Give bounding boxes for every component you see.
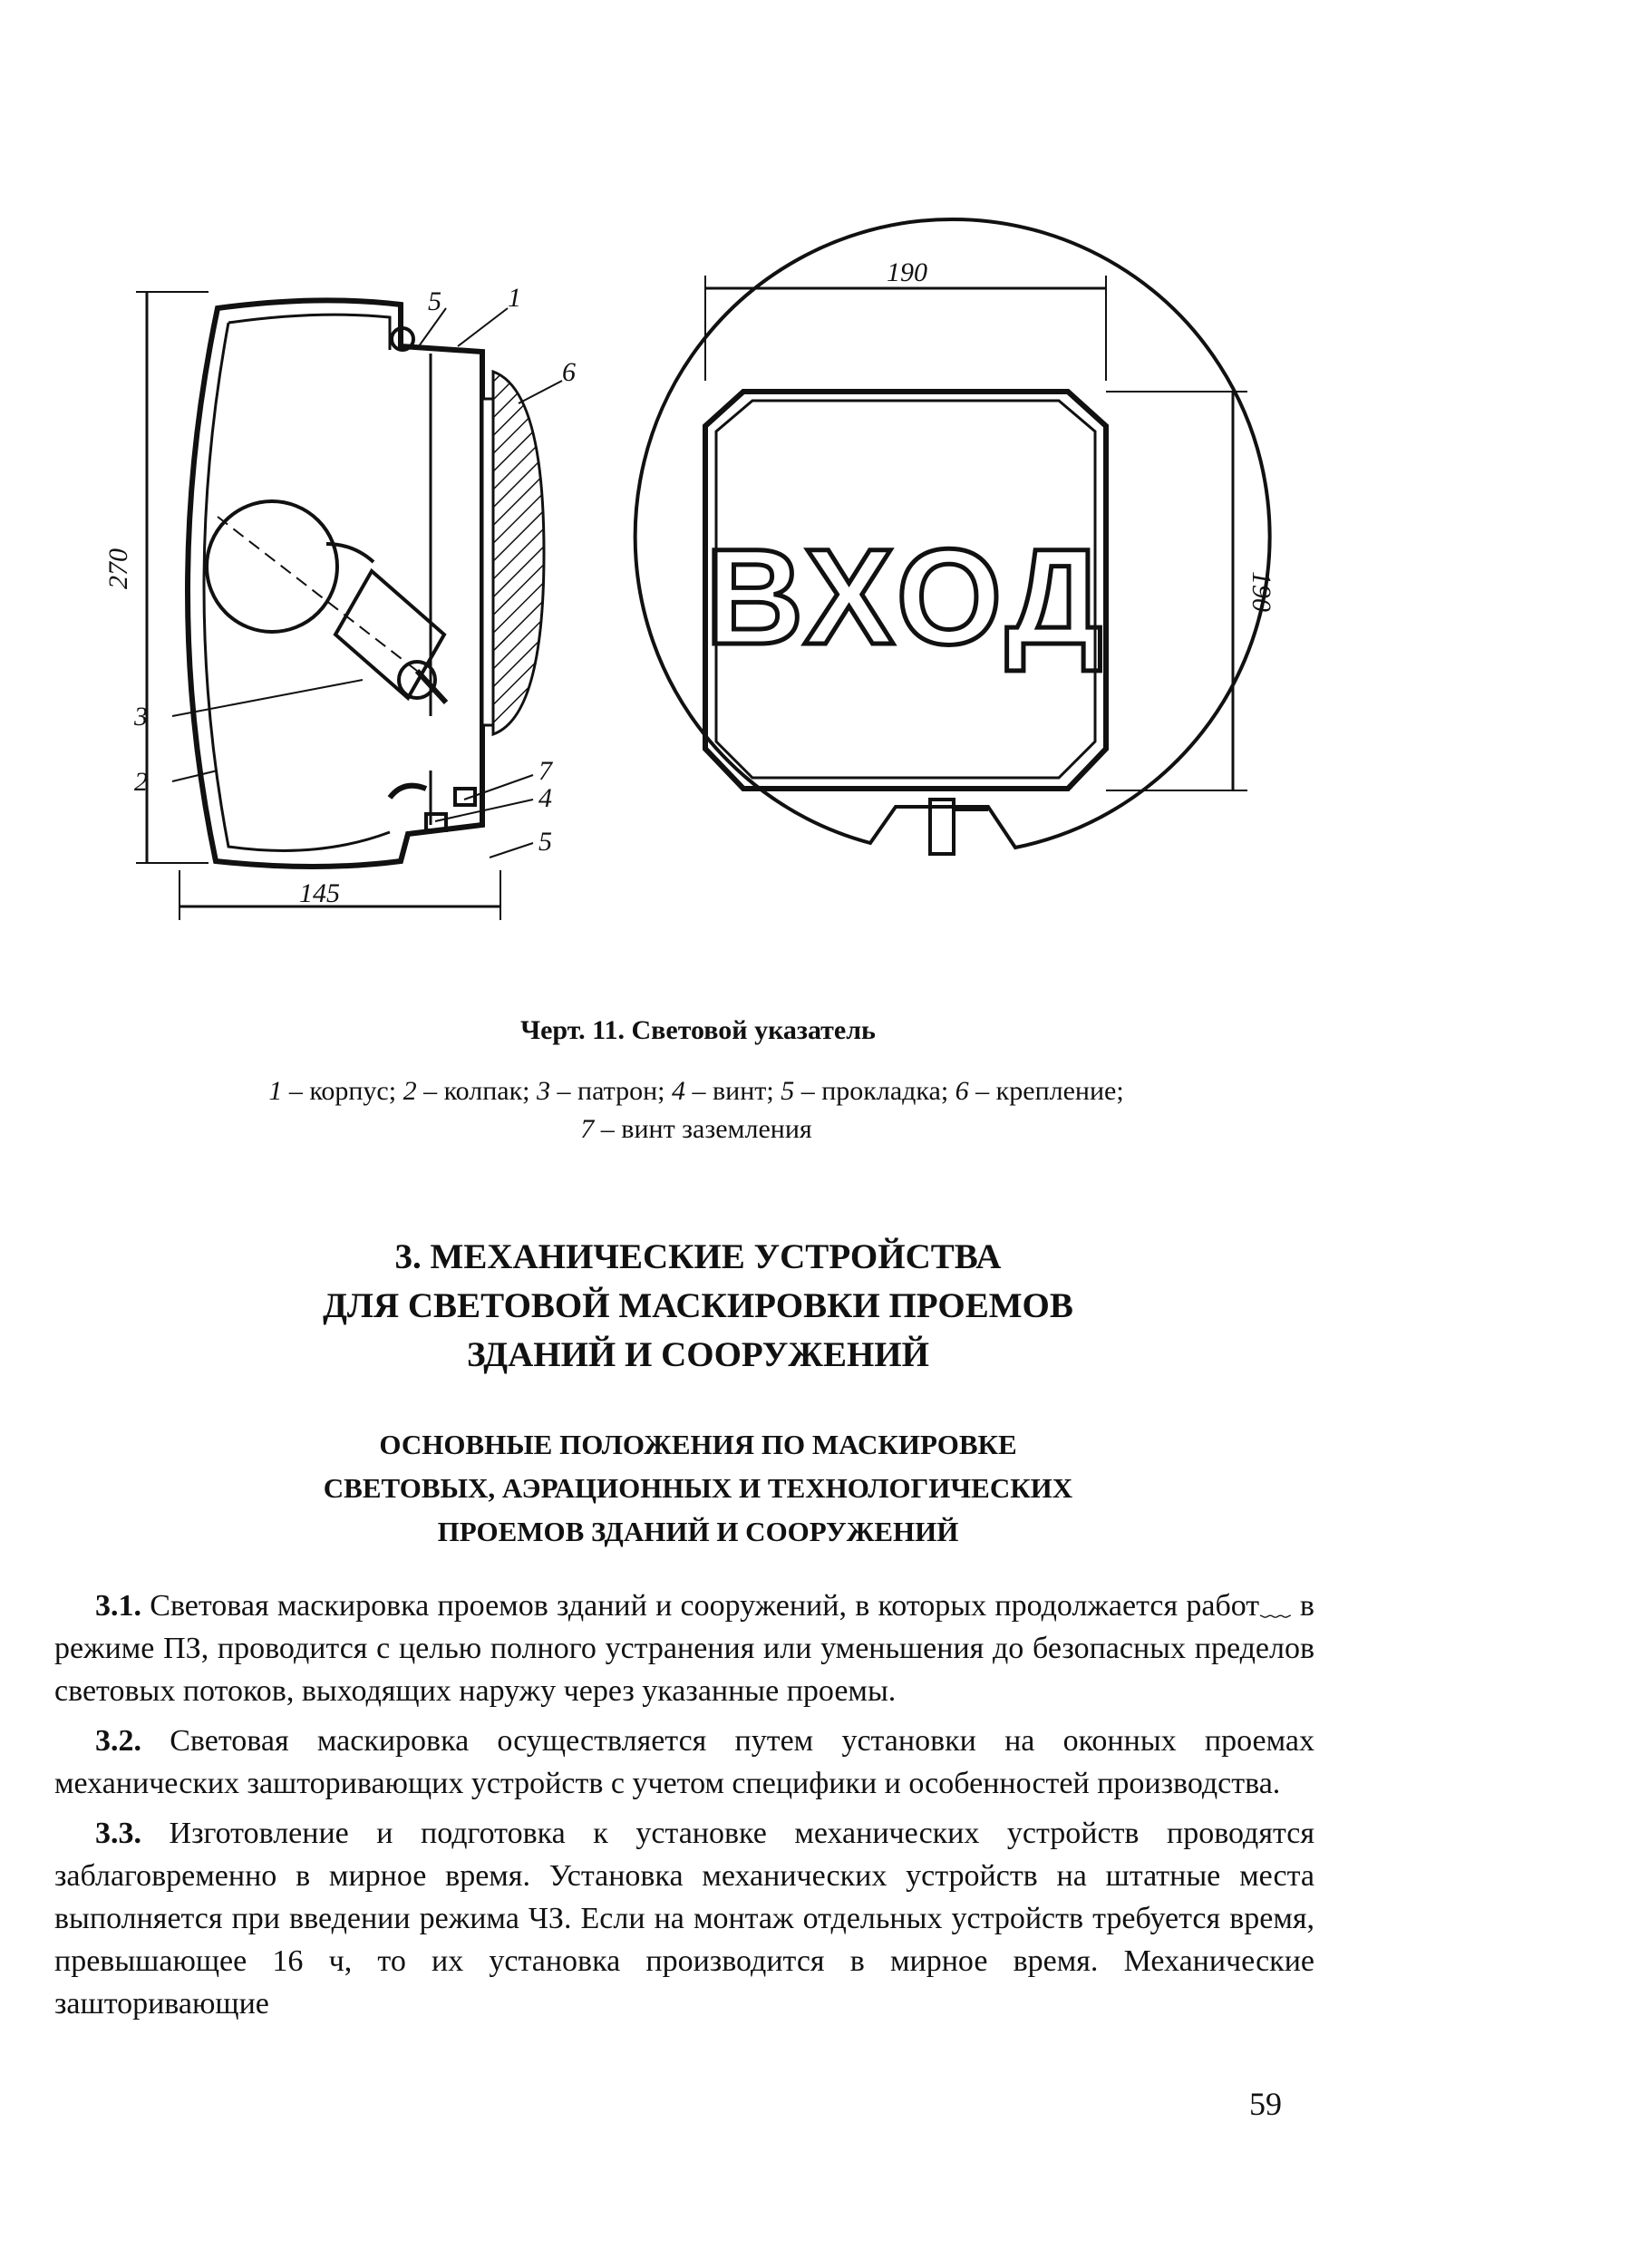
section-title-line: 3. МЕХАНИЧЕСКИЕ УСТРОЙСТВА <box>394 1237 1002 1276</box>
legend-text: – прокладка; <box>794 1076 955 1106</box>
sign-text: ВХОД <box>704 520 1109 673</box>
paragraph-text: Световая маскировка проемов зданий и сооружений, в которых продолжается работ﹏ в режиме ПЗ, проводится с целью полного устранения или уменьшения до безопасных пределов световых потоков, выходящих наружу через указанные проемы. <box>54 1589 1314 1708</box>
paragraph <box>54 1720 1314 1805</box>
legend-num: 2 <box>403 1076 417 1106</box>
dim-top-label: 190 <box>887 257 927 287</box>
paragraph <box>54 1585 1314 1712</box>
section-title <box>0 1233 1396 1380</box>
subsection-title-line: ОСНОВНЫЕ ПОЛОЖЕНИЯ ПО МАСКИРОВКЕ <box>379 1429 1017 1460</box>
legend-text: – винт заземления <box>594 1114 812 1144</box>
section-title-line: ДЛЯ СВЕТОВОЙ МАСКИРОВКИ ПРОЕМОВ <box>323 1286 1073 1325</box>
subsection-title-line: ПРОЕМОВ ЗДАНИЙ И СООРУЖЕНИЙ <box>437 1516 959 1547</box>
dim-height-label: 270 <box>103 548 133 589</box>
subsection-title <box>0 1423 1396 1554</box>
light-indicator-drawing <box>103 245 1287 970</box>
callout-7: 7 <box>538 756 552 786</box>
legend-num: 3 <box>537 1076 551 1106</box>
legend-num: 5 <box>781 1076 795 1106</box>
callout-3: 3 <box>134 702 148 732</box>
legend-num: 6 <box>955 1076 969 1106</box>
paragraph-text: Световая маскировка осуществляется путем установки на оконных проемах механических зашторивающих устройств с учетом специфики и особенностей производства. <box>54 1724 1314 1800</box>
paragraph-text: Изготовление и подготовка к установке механических устройств проводятся заблаговременно в мирное время. Установка механических устройств на штатные места выполняется при введении режима ЧЗ. Если на монтаж отдельных устройств требуется время, превышающее 16 ч, то их установка производится в мирное время. Механические зашторивающие <box>54 1817 1314 2021</box>
paragraph-number: 3.1. <box>95 1589 141 1623</box>
legend-text: – патрон; <box>550 1076 672 1106</box>
legend-num: 1 <box>268 1076 283 1106</box>
callout-2: 2 <box>134 767 148 797</box>
paragraph-number: 3.3. <box>95 1817 141 1850</box>
legend-text: – корпус; <box>282 1076 403 1106</box>
dim-width-label: 145 <box>299 878 340 908</box>
legend-num: 7 <box>580 1114 595 1144</box>
paragraph-number: 3.2. <box>95 1724 141 1758</box>
side-view <box>136 292 562 920</box>
callout-1: 1 <box>508 283 521 313</box>
body-text <box>54 1585 1314 2032</box>
subsection-title-line: СВЕТОВЫХ, АЭРАЦИОННЫХ И ТЕХНОЛОГИЧЕСКИХ <box>323 1472 1073 1504</box>
legend-text: – крепление; <box>968 1076 1124 1106</box>
legend-num: 4 <box>671 1076 685 1106</box>
legend-text: – винт; <box>684 1076 781 1106</box>
page-number: 59 <box>1249 2086 1282 2122</box>
callout-5-top: 5 <box>428 286 441 316</box>
dim-right-label: 190 <box>1246 571 1276 612</box>
callout-5-bottom: 5 <box>538 827 552 857</box>
figure-caption: Черт. 11. Световой указатель <box>520 1015 876 1045</box>
paragraph <box>54 1812 1314 2025</box>
callout-6: 6 <box>562 357 576 387</box>
figure-legend <box>87 1072 1305 1149</box>
technical-drawing <box>103 245 1287 970</box>
legend-text: – колпак; <box>416 1076 538 1106</box>
callout-4: 4 <box>538 783 552 813</box>
section-title-line: ЗДАНИЙ И СООРУЖЕНИЙ <box>467 1335 929 1374</box>
